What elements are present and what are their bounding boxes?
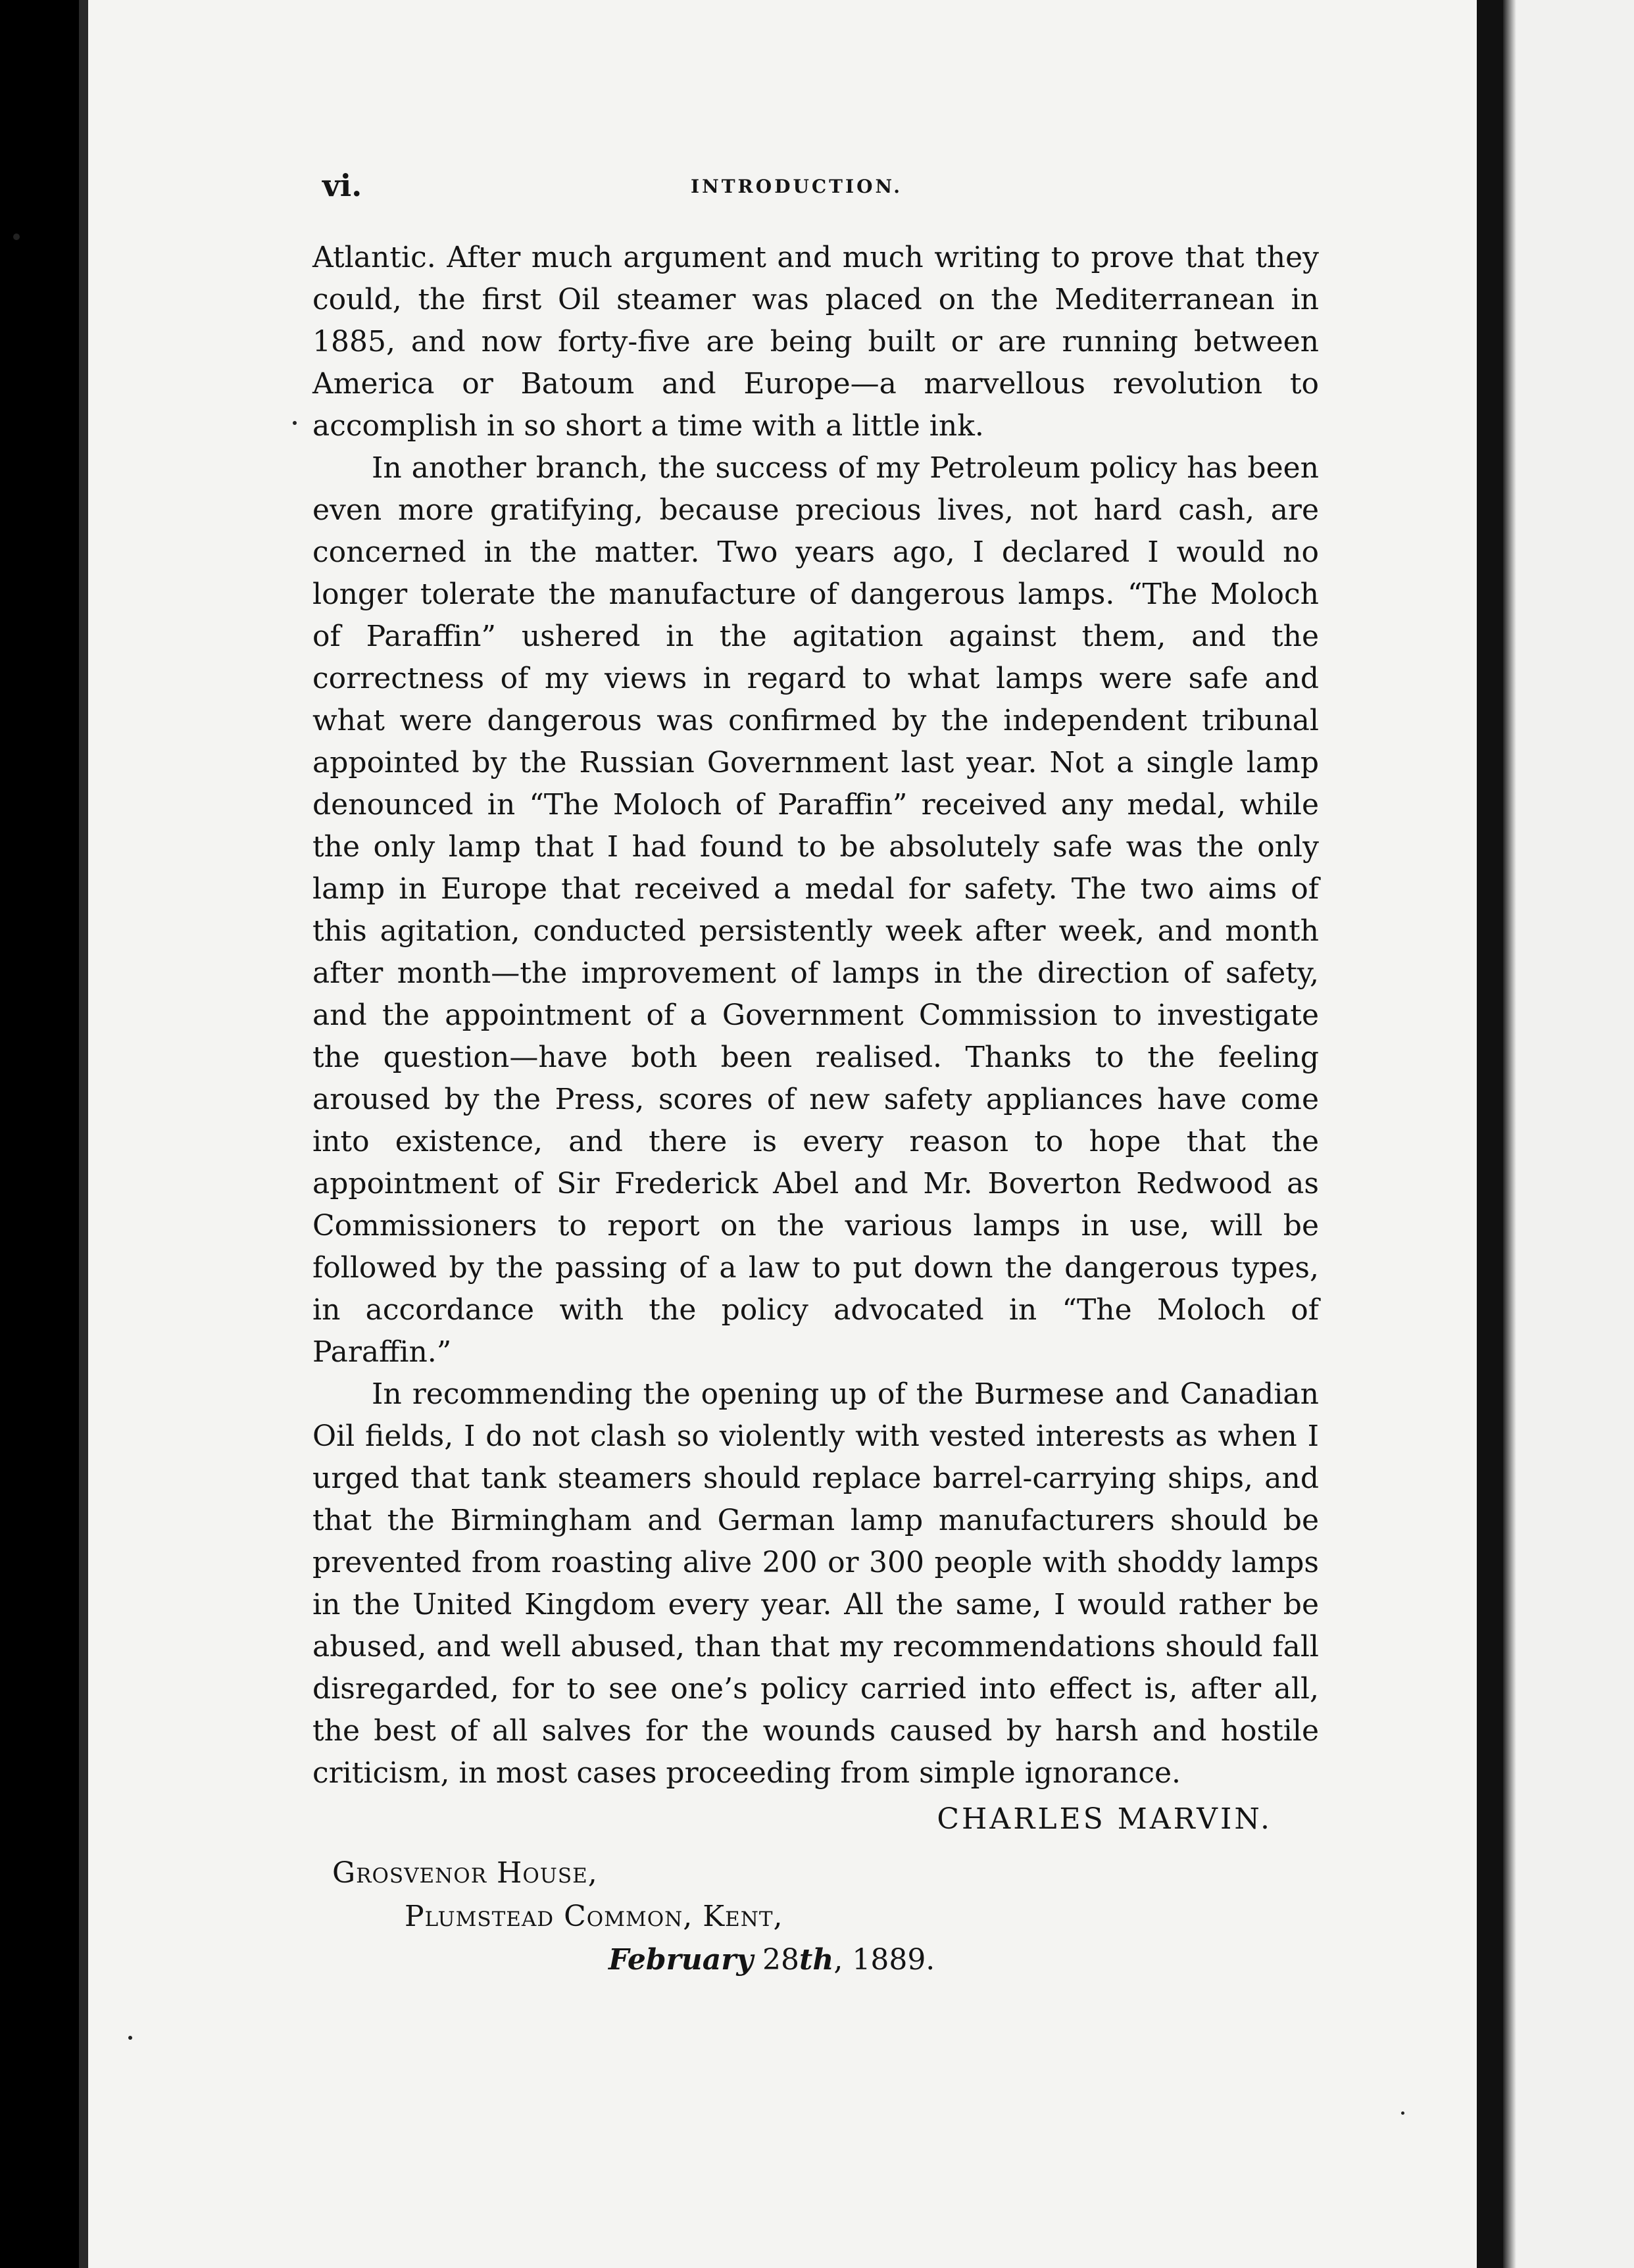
date-day: 28 [762, 1943, 800, 1977]
next-page-shadow [1503, 0, 1516, 2268]
address-date [332, 1938, 1319, 1982]
date-day-suffix: th [799, 1943, 834, 1977]
body-text [312, 237, 1319, 1794]
scan-speck [13, 234, 20, 240]
book-gutter [1477, 0, 1503, 2268]
page-header [322, 168, 1322, 207]
page-number: vi. [322, 168, 362, 203]
page-edge [79, 0, 88, 2268]
date-year: , 1889. [833, 1943, 935, 1977]
running-head: INTRODUCTION. [691, 176, 903, 197]
next-page-edge [1503, 0, 1634, 2268]
paragraph-3: In recommending the opening up of the Burmese and Canadian Oil fields, I do not clash so violently with vested interests as when I urged that tank steamers should replace barrel-carrying ships, and that the Birmingham and German lamp manufacturers should be prevented from roasting alive 200 or 300 people with shoddy lamps in the United Kingdom every year. All the same, I would rather be abused, and well abused, than that my recommendations should fall disregarded, for to see one’s policy carried into effect is, after all, the best of all salves for the wounds caused by harsh and hostile criticism, in most cases proceeding from simple ignorance. [312, 1377, 1319, 1790]
address-line-street: Plumstead Common, Kent, [405, 1900, 783, 1933]
address-line-house: Grosvenor House, [332, 1856, 598, 1890]
date-month: February [608, 1943, 754, 1977]
author-signature: CHARLES MARVIN. [937, 1802, 1272, 1836]
scan-speck [1401, 2111, 1404, 2115]
address-block [332, 1852, 1319, 1982]
scan-speck [128, 2036, 132, 2040]
paragraph-1: Atlantic. After much argument and much writing to prove that they could, the first Oil steamer was placed on the Mediterranean in 1885, and now forty-five are being built or are running between America or Batoum and Europe—a marvellous revolution to accomplish in so short a time with a little ink. [312, 241, 1319, 443]
scan-speck [293, 421, 297, 425]
paragraph-2: In another branch, the success of my Petroleum policy has been even more gratifying, because precious lives, not hard cash, are concerned in the matter. Two years ago, I declared I would no longer tolerate the manufacture of dangerous lamps. “The Moloch of Paraffin” ushered in the agitation against them, and the correctness of my views in regard to what lamps were safe and what were dangerous was confirmed by the independent tribunal appointed by the Russian Government last year. Not a single lamp denounced in “The Moloch of Paraffin” received any medal, while the only lamp that I had found to be absolutely safe was the only lamp in Europe that received a medal for safety. The two aims of this agitation, conducted persistently week after week, and month after month—the improvement of lamps in the direction of safety, and the appointment of a Government Commission to investigate the question—have both been realised. Thanks to the feeling aroused by the Press, scores of new safety appliances have come into existence, and there is every reason to hope that the appointment of Sir Frederick Abel and Mr. Boverton Redwood as Commissioners to report on the various lamps in use, will be followed by the passing of a law to put down the dangerous types, in accordance with the policy advocated in “The Moloch of Paraffin.” [312, 451, 1319, 1369]
